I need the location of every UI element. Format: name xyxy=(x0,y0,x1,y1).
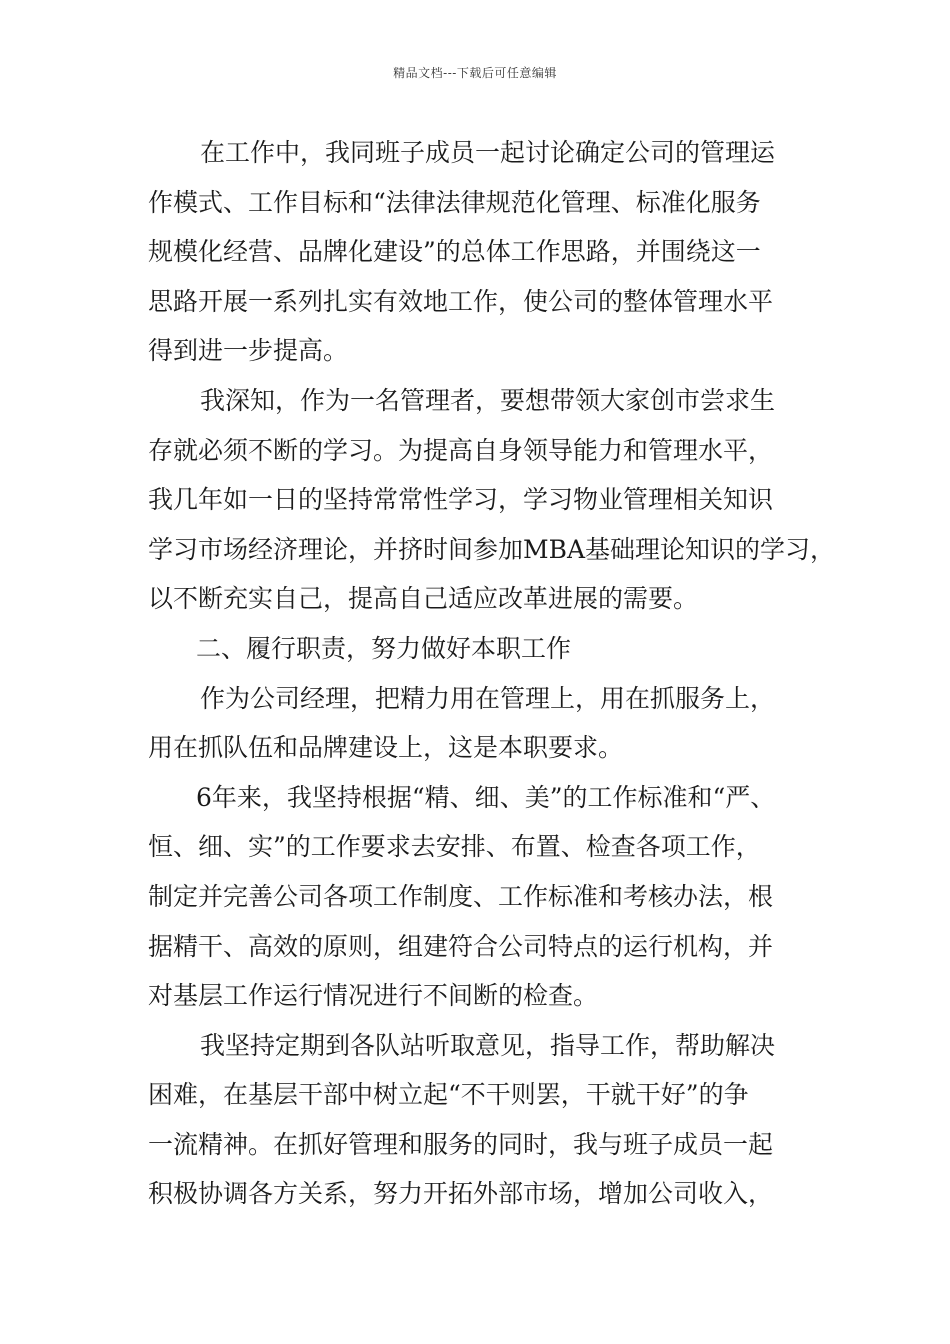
text-line: 学习市场经济理论，并挤时间参加MBA基础理论知识的学习， xyxy=(148,534,836,564)
text-line: 思路开展一系列扎实有效地工作，使公司的整体管理水平 xyxy=(148,286,774,316)
document-body xyxy=(148,128,836,1219)
text-line: 我几年如一日的坚持常常性学习，学习物业管理相关知识 xyxy=(148,485,774,515)
text-line: 对基层工作运行情况进行不间断的检查。 xyxy=(148,981,599,1011)
text-line: 积极协调各方关系，努力开拓外部市场，增加公司收入， xyxy=(148,1179,774,1209)
text-line: 以不断充实自己，提高自己适应改革进展的需要。 xyxy=(148,584,699,614)
text-line: 作为公司经理，把精力用在管理上，用在抓服务上， xyxy=(200,683,776,713)
text-line: 我深知，作为一名管理者，要想带领大家创市尝求生 xyxy=(200,385,776,415)
text-line: 一流精神。在抓好管理和服务的同时，我与班子成员一起 xyxy=(148,1129,774,1159)
text-line: 恒、细、实”的工作要求去安排、布置、检查各项工作， xyxy=(148,832,761,862)
text-line: 制定并完善公司各项工作制度、工作标准和考核办法，根 xyxy=(148,881,774,911)
text-line: 规模化经营、品牌化建设”的总体工作思路，并围绕这一 xyxy=(148,237,761,267)
text-line: 用在抓队伍和品牌建设上，这是本职要求。 xyxy=(148,733,624,763)
text-line: 得到进一步提高。 xyxy=(148,336,349,366)
text-line: 在工作中，我同班子成员一起讨论确定公司的管理运 xyxy=(200,138,776,167)
section-heading: 二、履行职责，努力做好本职工作 xyxy=(196,633,572,663)
text-line: 我坚持定期到各队站听取意见，指导工作，帮助解决 xyxy=(200,1030,776,1060)
text-line: 据精干、高效的原则，组建符合公司特点的运行机构，并 xyxy=(148,931,774,961)
page-header: 精品文档---下载后可任意编辑 xyxy=(393,66,557,80)
text-line: 6年来，我坚持根据“精、细、美”的工作标准和“严、 xyxy=(196,782,776,812)
text-line: 存就必须不断的学习。为提高自身领导能力和管理水平， xyxy=(148,435,774,465)
text-line: 作模式、工作目标和“法律法律规范化管理、标准化服务 xyxy=(148,187,761,217)
text-line: 困难，在基层干部中树立起“不干则罢，干就干好”的争 xyxy=(148,1080,749,1110)
